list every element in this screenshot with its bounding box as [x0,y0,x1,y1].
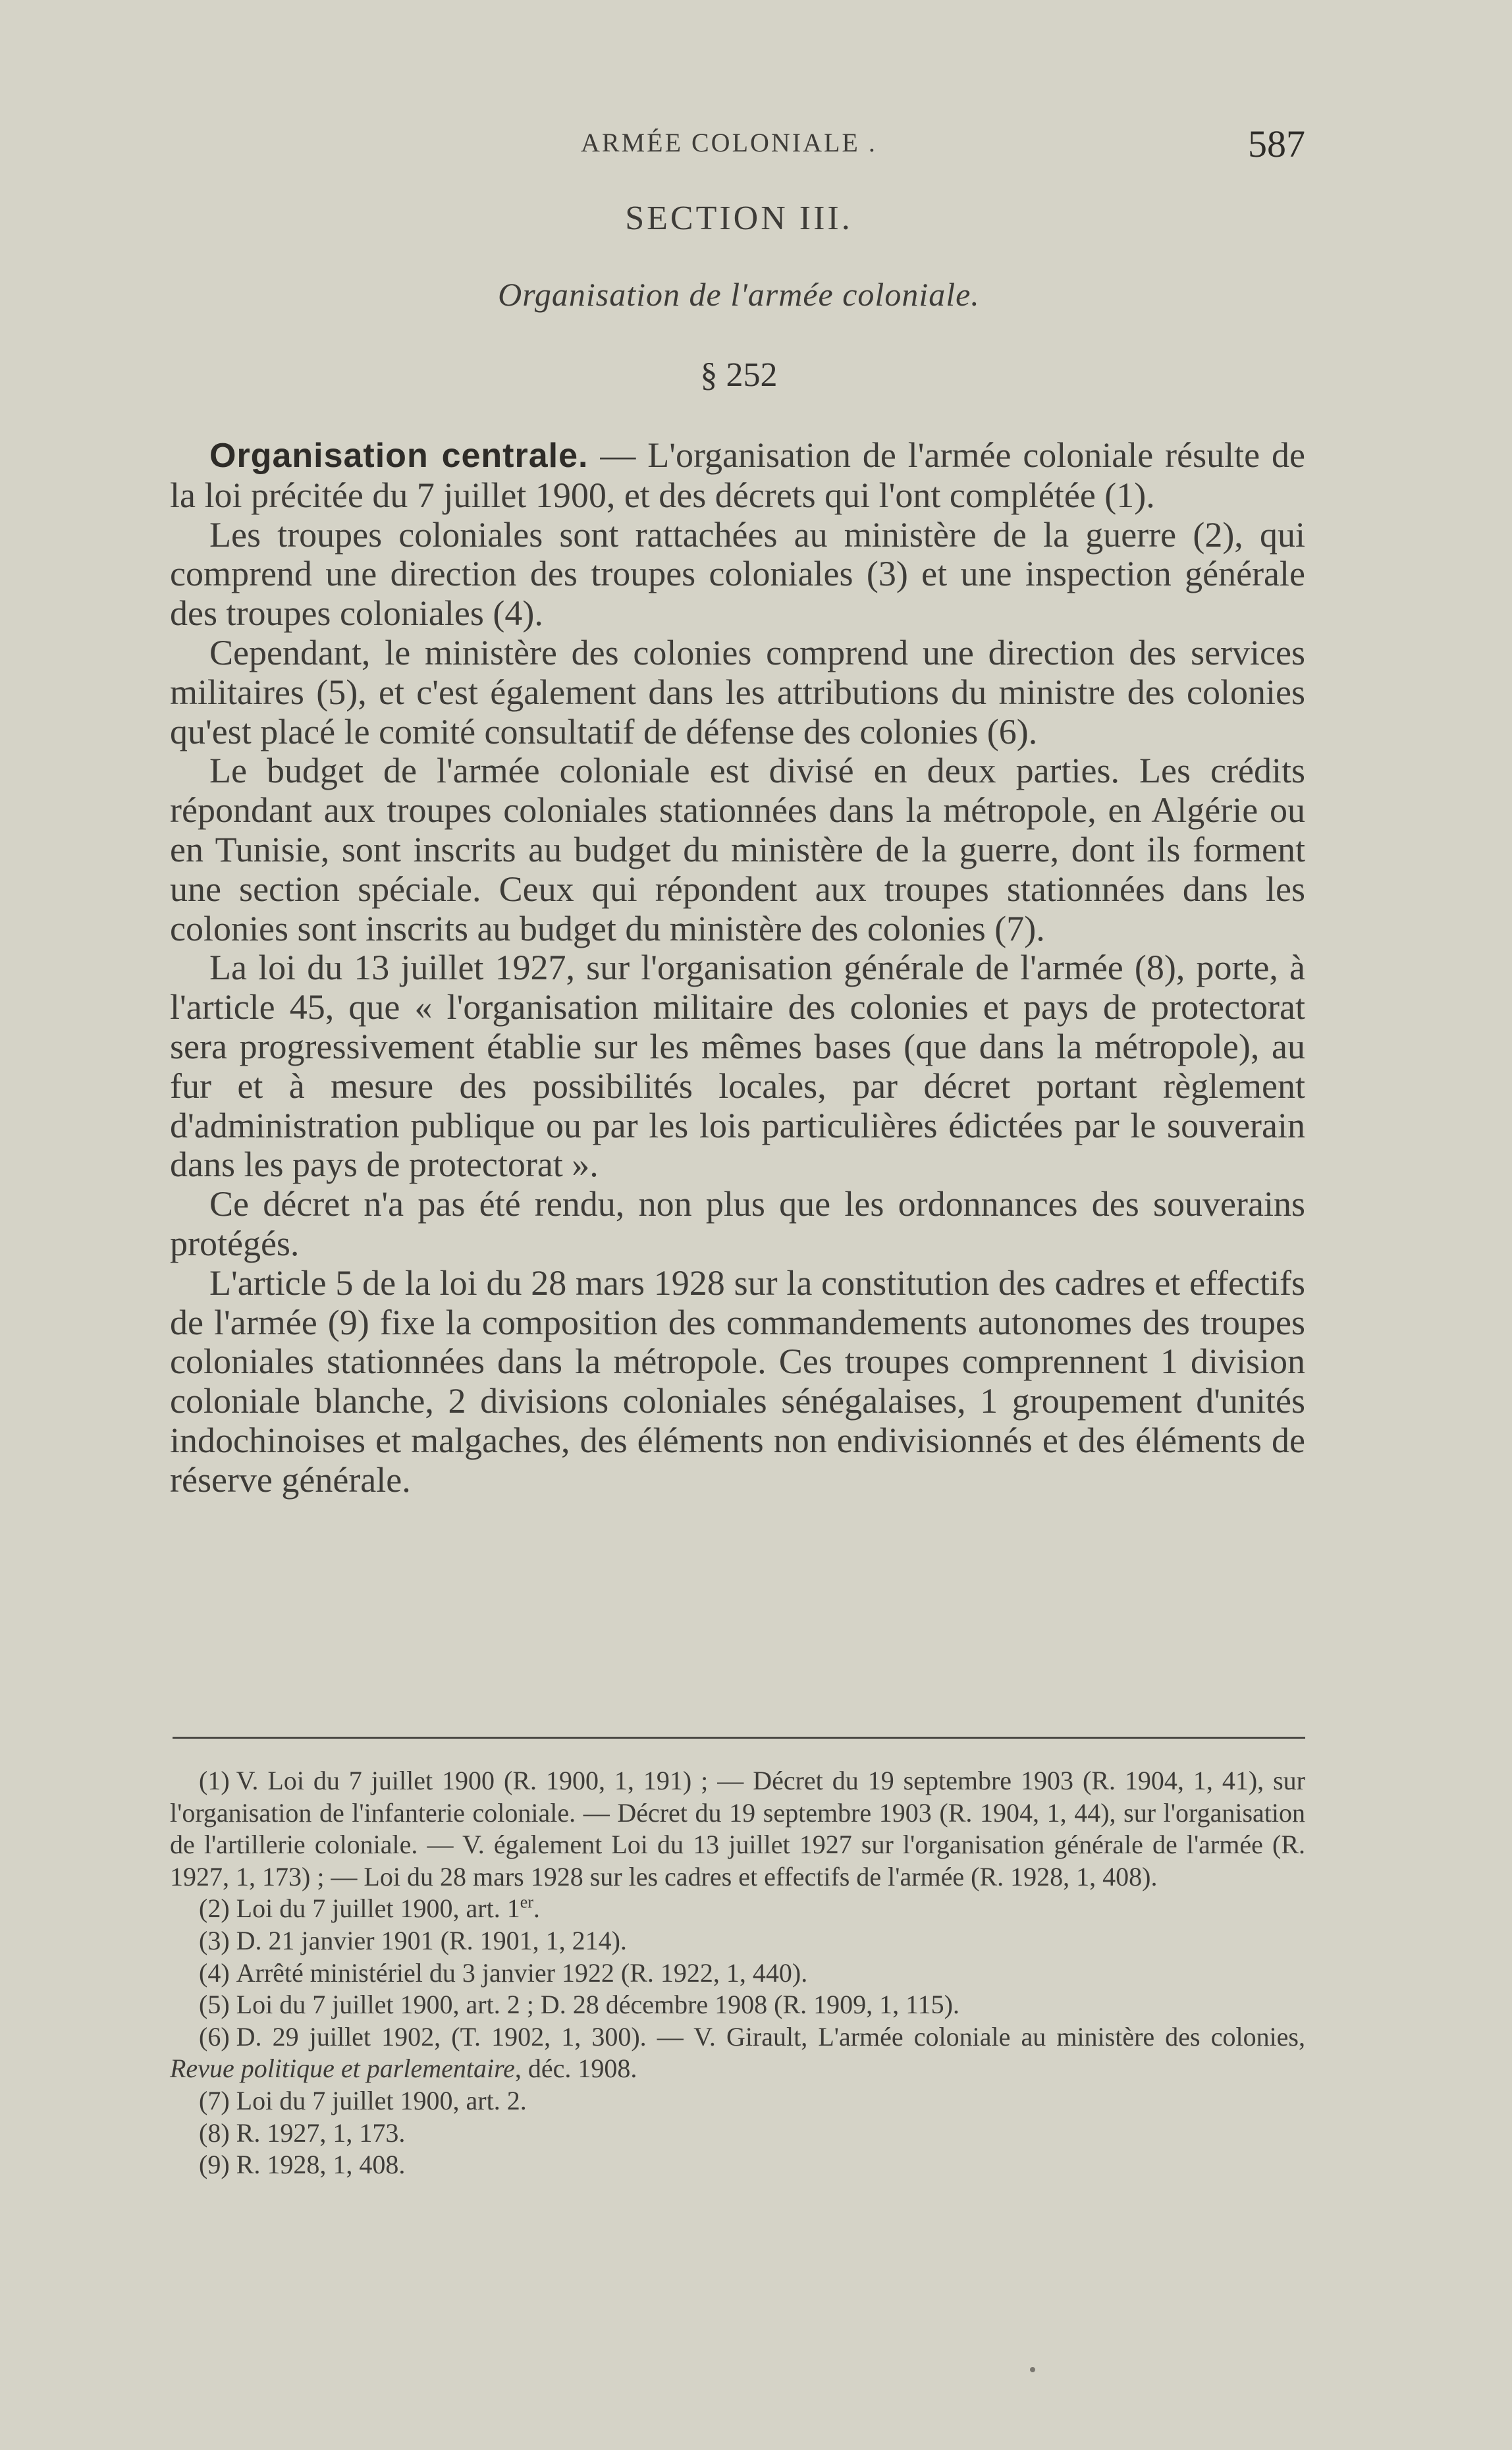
footnote-journal-title: Revue politique et parlementaire [170,2054,515,2084]
body-text [170,436,1305,1500]
footnote-text: V. Loi du 7 juillet 1900 (R. 1900, 1, 191) ; — Décret du 19 septembre 1903 (R. 1904, 1, 41), sur l'organisation de l'infanterie coloniale. — Décret du 19 septembre 1903 (R. 1904, 1, 44), sur l'organisation de l'artillerie coloniale. — V. également Loi du 13 juillet 1927 sur l'organisation générale de l'armée (R. 1927, 1, 173) ; — Loi du 28 mars 1928 sur les cadres et effectifs de l'armée (R. 1928, 1, 408). [170,1766,1305,1892]
footnote-text: Arrêté ministériel du 3 janvier 1922 (R. 1922, 1, 440). [236,1957,808,1988]
footnote [170,1989,1305,2021]
body-paragraph-text: — L'organisation de l'armée coloniale résulte de la loi précitée du 7 juillet 1900, et des décrets qui l'ont complétée (1). [170,435,1305,515]
footnote-number: (2) [199,1893,230,1924]
footnote [170,1765,1305,1893]
footnote [170,2021,1305,2085]
footnote-superscript: er [520,1893,533,1913]
section-title: SECTION III. [625,200,853,237]
lead-title: Organisation centrale. [209,437,589,475]
footnote-text: Loi du 7 juillet 1900, art. 2. [236,2085,527,2115]
footnote [170,2149,1305,2181]
footnote-divider [173,1737,1305,1739]
body-paragraph: La loi du 13 juillet 1927, sur l'organisation générale de l'armée (8), porte, à l'article 45, que « l'organisation militaire des colonies et pays de protectorat sera progressivement établie sur les mêmes bases (que dans la métropole), au fur et à mesure des possibilités locales, par décret portant règlement d'administration publique ou par les lois particulières édictées par le souverain dans les pays de protectorat ». [170,948,1305,1185]
footnote-number: (4) [199,1957,230,1988]
footnote-text: D. 29 juillet 1902, (T. 1902, 1, 300). — V. Girault, L'armée coloniale au ministère des colonies, [236,2021,1305,2052]
paragraph-number: § 252 [700,356,778,394]
footnote-text: R. 1927, 1, 173. [236,2117,406,2148]
footnote [170,2117,1305,2150]
footnote-number: (9) [199,2150,230,2180]
body-paragraph: Les troupes coloniales sont rattachées au ministère de la guerre (2), qui comprend une direction des troupes coloniales (3) et une inspection générale des troupes coloniales (4). [170,514,1305,634]
section-subtitle: Organisation de l'armée coloniale. [498,276,980,313]
footnote-text: Loi du 7 juillet 1900, art. 2 ; D. 28 décembre 1908 (R. 1909, 1, 115). [236,1990,959,2020]
running-head: ARMÉE COLONIALE . [581,128,877,157]
body-paragraph [170,436,1305,516]
body-paragraph: Le budget de l'armée coloniale est divisé en deux parties. Les crédits répondant aux troupes coloniales stationnées dans la métropole, en Algérie ou en Tunisie, sont inscrits au budget du ministère de la guerre, dont ils forment une section spéciale. Ceux qui répondent aux troupes stationnées dans les colonies sont inscrits au budget du ministère des colonies (7). [170,751,1305,948]
page-header [173,122,1305,168]
footnotes [170,1765,1305,2181]
body-paragraph: L'article 5 de la loi du 28 mars 1928 sur la constitution des cadres et effectifs de l'armée (9) fixe la composition des commandements autonomes des troupes coloniales stationnées dans la métropole. Ces troupes comprennent 1 division coloniale blanche, 2 divisions coloniales sénégalaises, 1 groupement d'unités indochinoises et malgaches, des éléments non endivisionnés et des éléments de réserve générale. [170,1263,1305,1500]
footnote-number: (6) [199,2021,230,2052]
footnote-number: (8) [199,2117,230,2148]
footnote-number: (1) [199,1766,230,1795]
footnote [170,2085,1305,2117]
footnote [170,1957,1305,1990]
footnote-number: (3) [199,1925,230,1955]
footnote-text: R. 1928, 1, 408. [236,2150,406,2180]
page-number: 587 [1248,122,1305,165]
footnote-text: D. 21 janvier 1901 (R. 1901, 1, 214). [236,1925,627,1955]
footnote-text-end: . [533,1893,540,1924]
footnote [170,1925,1305,1957]
footnote-text: Loi du 7 juillet 1900, art. 1 [236,1893,520,1924]
footnote-number: (5) [199,1990,230,2020]
footnote-number: (7) [199,2085,230,2115]
paper-speck [1030,2367,1035,2372]
footnote-text-end: , déc. 1908. [514,2054,637,2084]
body-paragraph: Ce décret n'a pas été rendu, non plus que les ordonnances des souverains protégés. [170,1184,1305,1263]
body-paragraph: Cependant, le ministère des colonies comprend une direction des services militaires (5), et c'est également dans les attributions du ministre des colonies qu'est placé le comité consultatif de défense des colonies (6). [170,632,1305,751]
footnote [170,1893,1305,1925]
